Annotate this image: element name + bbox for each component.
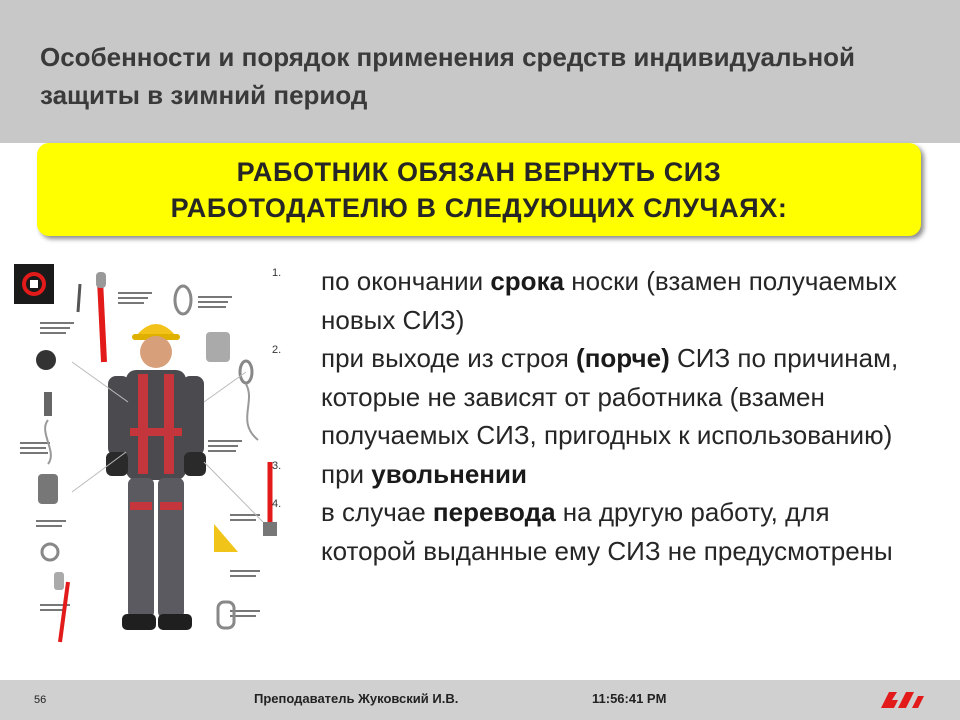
obligations-list [272, 262, 912, 570]
list-item-text: при выходе из строя [321, 343, 577, 373]
slide-title: Особенности и порядок применения средств индивидуальной защиты в зимний период [40, 42, 856, 110]
footer-bar [0, 680, 960, 720]
list-item [272, 262, 912, 339]
list-item-text: в случае [321, 497, 433, 527]
list-item-number: 3. [272, 459, 282, 472]
list-item-text: по окончании [321, 266, 491, 296]
banner-text [171, 154, 788, 226]
list-item-number: 4. [272, 498, 282, 510]
banner-line-2: РАБОТОДАТЕЛЮ В СЛЕДУЮЩИХ СЛУЧАЯХ: [170, 192, 788, 223]
instructor-name: Преподаватель Жуковский И.В. [254, 691, 459, 706]
list-item [272, 493, 912, 570]
list-item-text: при [321, 458, 372, 489]
page-number: 56 [34, 694, 47, 706]
safety-harness-illustration [8, 252, 308, 652]
list-item-emphasis: увольнении [371, 458, 527, 489]
list-item-emphasis: перевода [432, 497, 556, 527]
timestamp: 11:56:41 PM [592, 691, 667, 706]
list-item-text: носки (взамен получаемых новых СИЗ) [321, 266, 897, 335]
highlight-banner [37, 143, 921, 236]
list-item-emphasis: срока [490, 266, 565, 296]
list-item-text: на другую работу, для которой выданные ему СИЗ не предусмотрены [321, 497, 893, 566]
rzd-logo-icon [878, 686, 926, 714]
list-item-text: СИЗ по причинам, которые не зависят от работника (взамен получаемых СИЗ, пригодных к использованию) [321, 343, 899, 450]
banner-line-1: РАБОТНИК ОБЯЗАН ВЕРНУТЬ СИЗ [236, 156, 722, 187]
list-item-emphasis: (порче) [576, 343, 670, 373]
header-band [0, 0, 960, 143]
list-item [272, 339, 912, 455]
list-item-number: 2. [272, 344, 282, 356]
list-item [272, 455, 912, 494]
list-item-number: 1. [272, 267, 282, 279]
